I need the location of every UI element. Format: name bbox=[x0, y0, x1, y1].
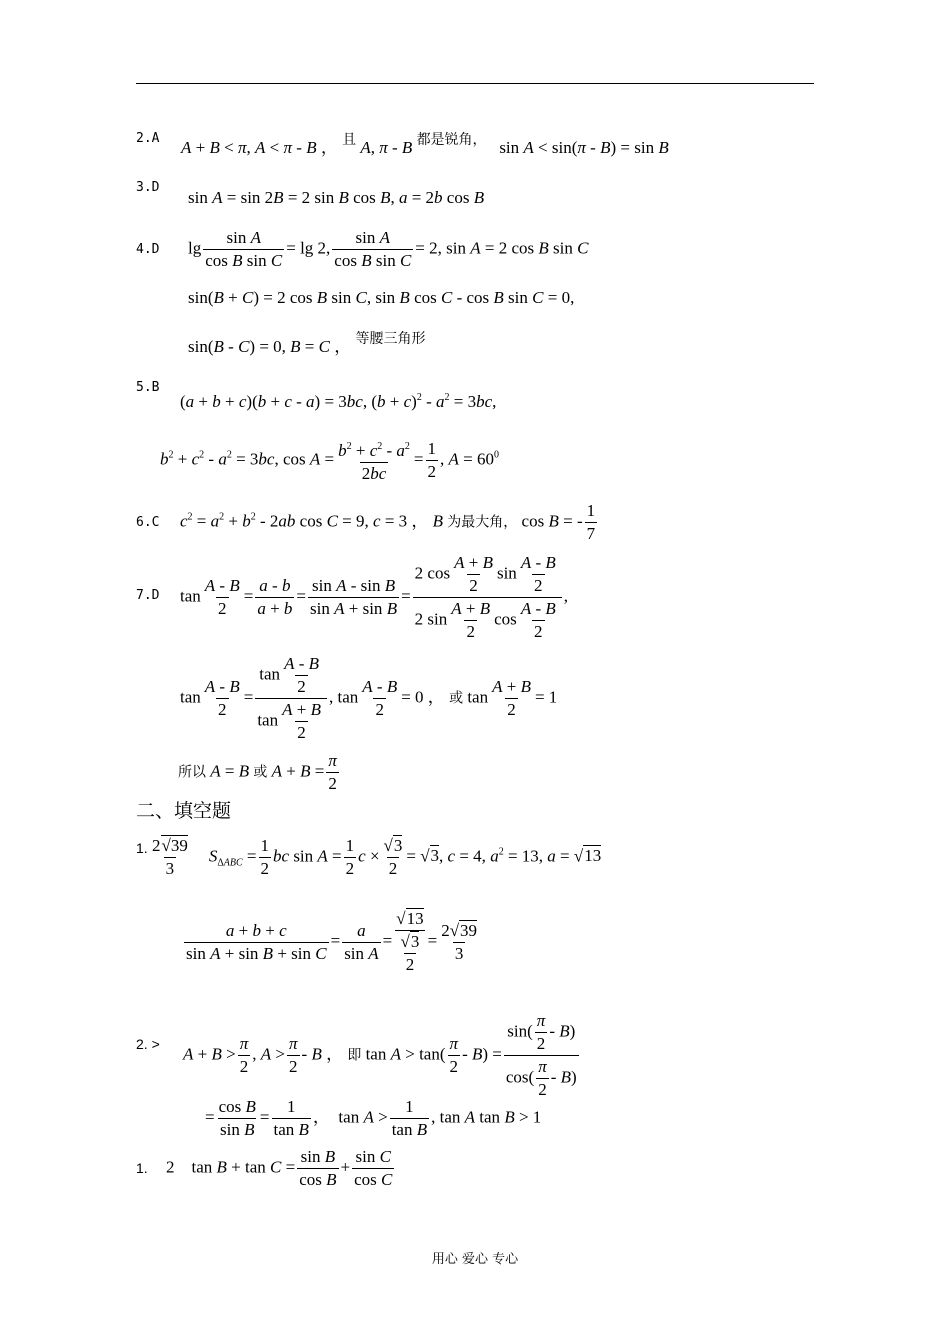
answer-4-line3: sin(B - C) = 0, B = C ， $^{等腰三角形}$ bbox=[188, 331, 426, 356]
fill-2-line2: = $\frac{\text{cos B}}{\text{sin B}}$ = $\frac{1}{\text{tan B}}$ ， tan A > $\frac{1}{\text{tan B}}$ , tan A tan B > 1 bbox=[205, 1097, 542, 1139]
answer-7-label: 7.D bbox=[136, 588, 160, 603]
answer-4-line1: lg $\frac{\text{sin A}}{\text{cos B sin C}}$ = lg 2, $\frac{\text{sin A}}{\text{cos B sin C}}$ = 2, sin A = 2 cos B sin C bbox=[188, 228, 589, 270]
answer-6-label: 6.C bbox=[136, 515, 160, 530]
answer-6-formula: $c^2 = a^2 + b^2 - 2ab$ cos C = 9, c = 3 ， B 为最大角， cos B = - $\frac{1}{7}$ bbox=[180, 501, 596, 543]
text-or-2: 或 bbox=[253, 764, 268, 781]
text-acute: 都是锐角， bbox=[416, 132, 487, 148]
fill-3-line1: 2 tan B + tan C = $\frac{\text{sin B}}{\text{cos B}}$ + $\frac{\text{sin C}}{\text{cos C}}$ bbox=[166, 1147, 393, 1189]
answer-7-line2: tan $\frac{A - B}{2}$ = tan $\frac{A - B}{2}$ tan $\frac{A + B}{2}$ , tan $\frac{A - B}{2}$ = 0 ， 或 tan $\frac{A + B}{2}$ = 1 bbox=[180, 654, 558, 742]
fill-2-label: 2. > bbox=[136, 1036, 160, 1052]
fill-1-line2: $\frac{a + b + c}{\text{sin A + sin B + sin C}}$ = $\frac{a}{\text{sin A}}$ = $\frac{√13}{\frac{√3}{2}}$ = $\frac{2√39}{3}$ bbox=[186, 909, 478, 974]
fill-3-answer: 2 bbox=[166, 1157, 175, 1177]
answer-7-line3: 所以 A = B 或 A + B = $\frac{\pi}{2}$ bbox=[178, 751, 337, 793]
fill-2-line1: A + B > $\frac{\pi}{2}$ , A > $\frac{\pi}{2}$ - B ， 即 tan A > tan( $\frac{\pi}{2}$ - B) = sin( $\frac{\pi}{2}$ - B) cos( $\frac{\pi}{2}$ - B) bbox=[183, 1011, 577, 1099]
page-footer: 用心 爱心 专心 bbox=[431, 1252, 519, 1267]
answer-3-label: 3.D bbox=[136, 180, 160, 195]
section-heading: 二、填空题 bbox=[136, 800, 232, 822]
fill-3-label: 1. bbox=[136, 1160, 148, 1176]
text-qie: 且 bbox=[342, 132, 357, 148]
text-or: 或 bbox=[449, 690, 464, 707]
fill-1-label: 1. bbox=[136, 840, 148, 856]
answer-2-formula: A + B < π, A < π - B ， $^且$ A, π - B $^{都是锐角,}$ sin A < sin(π - B) = sin B bbox=[181, 132, 669, 157]
answer-4-line2: sin(B + C) = 2 cos B sin C, sin B cos C - cos B sin C = 0, bbox=[188, 288, 575, 307]
answer-2-label: 2.A bbox=[136, 131, 160, 146]
answer-5-line1: (a + b + c)(b + c - a) = 3bc, $(b + c)^2 - a^2 = 3bc$, bbox=[180, 392, 497, 411]
answer-7-line1: tan $\frac{A - B}{2}$ = $\frac{a - b}{a + b}$ = $\frac{\text{sin A - sin B}}{\text{sin A + sin B}}$ = 2 cos $\frac{A + B}{2}$ sin $\frac{A - B}{2}$ 2 sin $\frac{A + B}{2}$ cos $\frac{A - B}{2}$ , bbox=[180, 553, 569, 641]
text-namely: 即 bbox=[347, 1047, 362, 1064]
answer-4-label: 4.D bbox=[136, 242, 160, 257]
header-rule bbox=[136, 83, 814, 84]
answer-5-label: 5.B bbox=[136, 380, 160, 395]
text-isosceles: 等腰三角形 bbox=[355, 331, 426, 347]
answer-3-formula: sin A = sin 2B = 2 sin B cos B, a = 2b cos B bbox=[188, 188, 485, 207]
text-therefore: 所以 bbox=[178, 764, 206, 781]
answer-5-line2: $b^2 + c^2 - a^2 = 3bc$, cos A = $\frac{b^2 + c^2 - a^2}{2bc}$ = $\frac{1}{2}$ , $A = 60^0$ bbox=[160, 439, 499, 483]
fill-1-line1: $\frac{2√39}{3}$ $S_{\Delta ABC}$ = $\frac{1}{2}$ bc sin A = $\frac{1}{2}$ c × $\frac{√3}{2}$ = √3, c = 4, $a^2 = 13$, a = √13 bbox=[152, 836, 602, 878]
text-largest-angle: 为最大角， bbox=[447, 514, 518, 531]
